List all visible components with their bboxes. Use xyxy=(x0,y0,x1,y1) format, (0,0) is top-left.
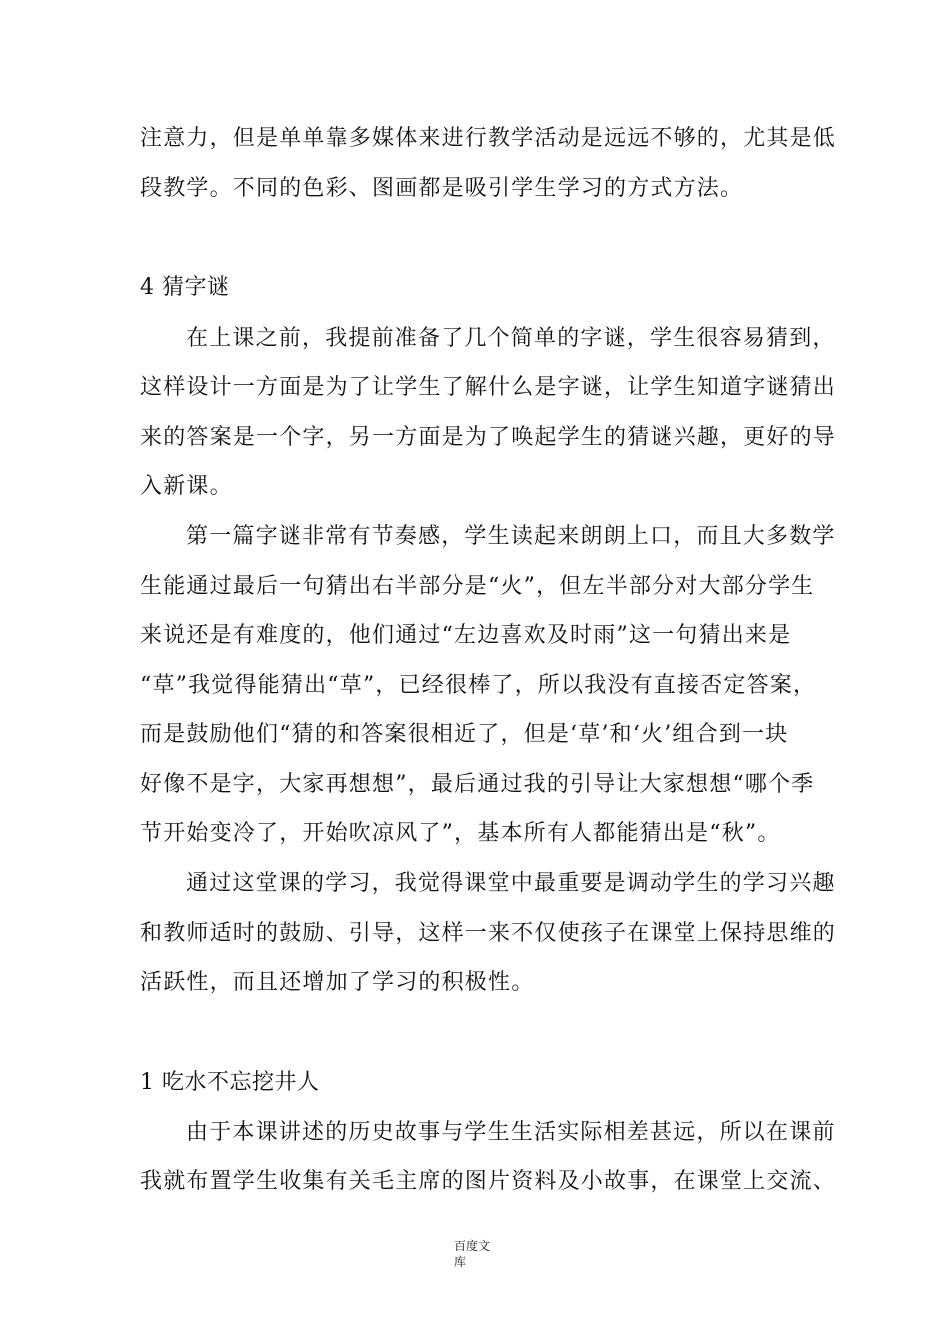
paragraph-line: 而是鼓励他们“猜的和答案很相近了，但是‘草’和‘火’组合到一块 xyxy=(140,722,789,747)
paragraph-line: 这样设计一方面是为了让学生了解什么是字谜，让学生知道字谜猜出 xyxy=(140,375,837,400)
section-heading: 4 猜字谜 xyxy=(140,275,230,300)
paragraph-line: 由于本课讲述的历史故事与学生生活实际相差甚远，所以在课前 xyxy=(186,1120,836,1145)
paragraph-line: 注意力，但是单单靠多媒体来进行教学活动是远远不够的，尤其是低 xyxy=(140,126,837,151)
paragraph-line: 节开始变冷了，开始吹凉风了”，基本所有人都能猜出是“秋”。 xyxy=(140,821,781,846)
paragraph-line: 好像不是字，大家再想想”，最后通过我的引导让大家想想“哪个季 xyxy=(140,772,815,797)
paragraph-line: 和教师适时的鼓励、引导，这样一来不仅使孩子在课堂上保持思维的 xyxy=(140,921,837,946)
footer-line: 库 xyxy=(454,1255,467,1269)
paragraph-line: “草”我觉得能猜出“草”，已经很棒了，所以我没有直接否定答案， xyxy=(140,673,817,698)
paragraph-line: 在上课之前，我提前准备了几个简单的字谜，学生很容易猜到， xyxy=(186,326,836,351)
page-footer xyxy=(454,1238,514,1270)
paragraph-line: 活跃性，而且还增加了学习的积极性。 xyxy=(140,970,535,995)
paragraph-line: 段教学。不同的色彩、图画都是吸引学生学习的方式方法。 xyxy=(140,176,744,201)
section-heading: 1 吃水不忘挖井人 xyxy=(140,1070,320,1095)
paragraph-line: 第一篇字谜非常有节奏感，学生读起来朗朗上口，而且大多数学 xyxy=(186,524,836,549)
paragraph-line: 生能通过最后一句猜出右半部分是“火”，但左半部分对大部分学生 xyxy=(140,574,815,599)
paragraph-line: 来的答案是一个字，另一方面是为了唤起学生的猜谜兴趣，更好的导 xyxy=(140,425,837,450)
footer-line: 百度文 xyxy=(454,1239,491,1253)
paragraph-line: 我就布置学生收集有关毛主席的图片资料及小故事，在课堂上交流、 xyxy=(140,1169,837,1194)
paragraph-line: 入新课。 xyxy=(140,474,233,499)
paragraph-line: 通过这堂课的学习，我觉得课堂中最重要是调动学生的学习兴趣 xyxy=(186,871,836,896)
paragraph-line: 来说还是有难度的，他们通过“左边喜欢及时雨”这一句猜出来是 xyxy=(140,623,792,648)
